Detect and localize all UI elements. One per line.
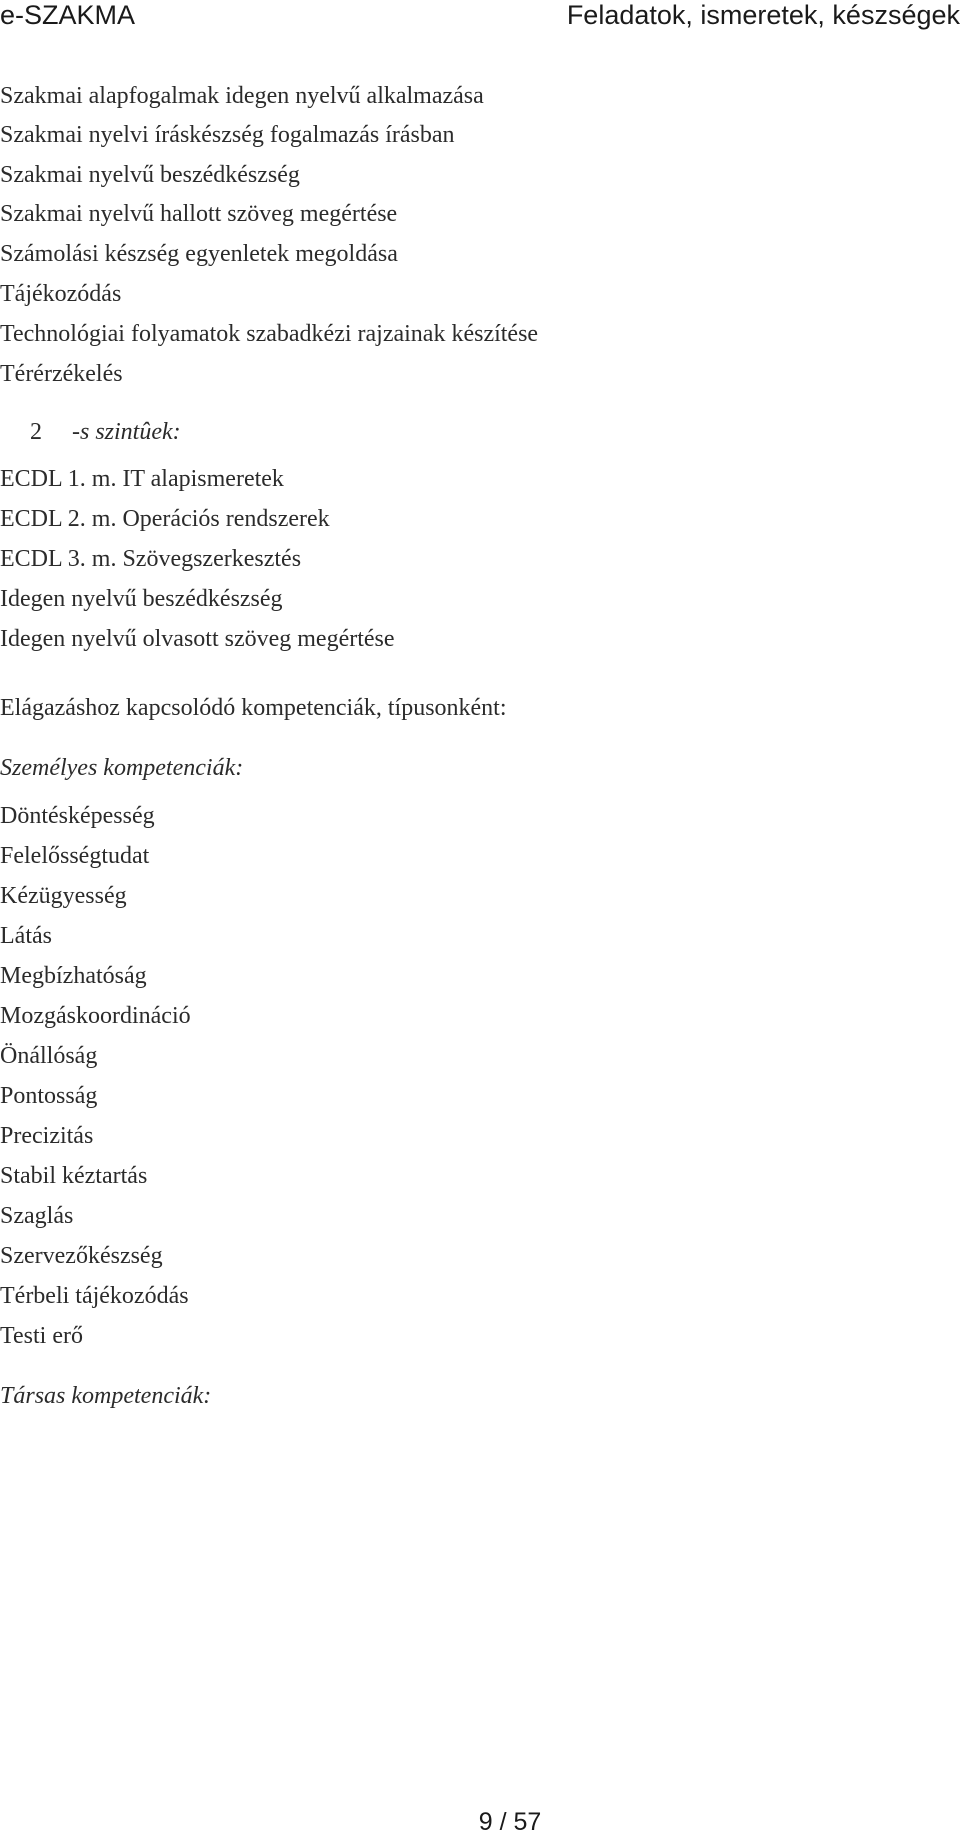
list-item: Felelősségtudat	[0, 843, 150, 869]
social-competencies-heading: Társas kompetenciák:	[0, 1383, 212, 1409]
list-item: Látás	[0, 923, 52, 949]
list-item: Pontosság	[0, 1083, 98, 1109]
list-item: Technológiai folyamatok szabadkézi rajzainak készítése	[0, 321, 539, 347]
list-item: Szervezőkészség	[0, 1243, 163, 1269]
section-heading: Elágazáshoz kapcsolódó kompetenciák, típusonként:	[0, 695, 507, 721]
list-item: Mozgáskoordináció	[0, 1003, 191, 1029]
header-site-name: e-SZAKMA	[0, 0, 136, 30]
list-item: Stabil kéztartás	[0, 1163, 148, 1189]
list-item: Kézügyesség	[0, 883, 127, 909]
list-item: Önállóság	[0, 1043, 98, 1069]
list-item: Szakmai nyelvi íráskészség fogalmazás írásban	[0, 122, 455, 148]
list-item: ECDL 2. m. Operációs rendszerek	[0, 506, 330, 532]
list-item: Idegen nyelvű olvasott szöveg megértése	[0, 626, 395, 652]
level-label: -s szintûek:	[72, 419, 181, 445]
list-item: Idegen nyelvű beszédkészség	[0, 586, 283, 612]
list-item: Szakmai nyelvű beszédkészség	[0, 162, 300, 188]
page-number: 9 / 57	[478, 1808, 542, 1836]
list-item: Megbízhatóság	[0, 963, 147, 989]
level-heading	[0, 418, 181, 446]
list-item: Szakmai alapfogalmak idegen nyelvű alkalmazása	[0, 83, 484, 109]
list-item: Számolási készség egyenletek megoldása	[0, 241, 398, 267]
list-item: Precizitás	[0, 1123, 94, 1149]
header-section-title: Feladatok, ismeretek, készségek	[566, 0, 960, 30]
list-item: Térérzékelés	[0, 361, 123, 387]
level-number: 2	[30, 419, 42, 445]
list-item: ECDL 1. m. IT alapismeretek	[0, 466, 284, 492]
list-item: ECDL 3. m. Szövegszerkesztés	[0, 546, 302, 572]
list-item: Térbeli tájékozódás	[0, 1283, 189, 1309]
list-item: Szaglás	[0, 1203, 74, 1229]
list-item: Tájékozódás	[0, 281, 122, 307]
list-item: Szakmai nyelvű hallott szöveg megértése	[0, 201, 398, 227]
list-item: Testi erő	[0, 1323, 83, 1349]
list-item: Döntésképesség	[0, 803, 155, 829]
personal-competencies-heading: Személyes kompetenciák:	[0, 755, 244, 781]
